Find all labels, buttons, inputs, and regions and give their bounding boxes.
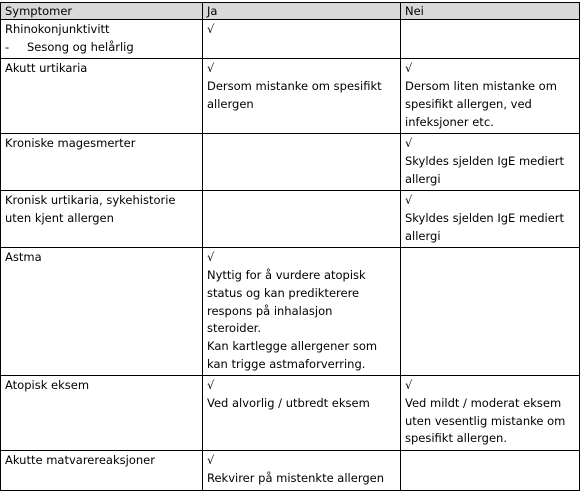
nei-cell: [401, 20, 580, 59]
table-row: [1, 191, 580, 248]
check-mark: √: [207, 61, 215, 76]
ja-cell: [203, 451, 401, 490]
table-row: [1, 376, 580, 451]
nei-cell: [401, 248, 580, 376]
ja-cell: [203, 59, 401, 134]
symptom-text: Rhinokonjunktivitt: [5, 22, 110, 36]
symptom-text: Atopisk eksem: [5, 378, 90, 393]
ja-cell: [203, 134, 401, 191]
nei-text: spesifikt allergen.: [405, 431, 507, 446]
table-header-row: [1, 3, 580, 20]
ja-cell: [203, 376, 401, 451]
symptom-cell: [1, 451, 203, 490]
symptom-subitem-text: Sesong og helårlig: [27, 39, 134, 54]
header-nei: Nei: [401, 3, 580, 20]
table-row: [1, 20, 580, 59]
nei-text: Skyldes sjelden IgE mediert: [405, 211, 565, 226]
ja-text: respons på inhalasjon: [207, 303, 333, 318]
symptom-text: Astma: [5, 250, 42, 265]
symptom-text: Akutte matvarereaksjoner: [5, 453, 155, 468]
symptom-cell: [1, 20, 203, 59]
symptom-cell: [1, 134, 203, 191]
symptom-cell: [1, 248, 203, 376]
symptom-cell: [1, 191, 203, 248]
symptom-cell: [1, 376, 203, 451]
ja-text: kan trigge astmaforverring.: [207, 356, 366, 371]
nei-text: uten vesentlig mistanke om: [405, 413, 566, 428]
symptom-text: Kronisk urtikaria, sykehistorie: [5, 193, 176, 208]
nei-cell: [401, 191, 580, 248]
check-mark: √: [405, 193, 413, 208]
ja-cell: [203, 191, 401, 248]
nei-text: Ved mildt / moderat eksem: [405, 396, 562, 411]
nei-cell: [401, 451, 580, 490]
ja-text: Nyttig for å vurdere atopisk: [207, 268, 366, 283]
header-ja: Ja: [203, 3, 401, 20]
check-mark: √: [207, 22, 215, 36]
symptom-text: Kroniske magesmerter: [5, 136, 136, 151]
table-row: [1, 59, 580, 134]
check-mark: √: [207, 378, 215, 393]
check-mark: √: [405, 61, 413, 76]
symptom-table-container: [0, 2, 580, 491]
symptom-text: Akutt urtikaria: [5, 61, 88, 76]
list-dash: -: [5, 39, 10, 54]
ja-cell: [203, 20, 401, 59]
check-mark: √: [207, 453, 215, 468]
table-row: [1, 134, 580, 191]
nei-text: allergi: [405, 228, 441, 243]
nei-text: allergi: [405, 171, 441, 186]
check-mark: √: [405, 378, 413, 393]
symptom-table: [0, 2, 580, 491]
ja-text: Ved alvorlig / utbredt eksem: [207, 396, 370, 411]
check-mark: √: [405, 136, 413, 151]
table-row: [1, 451, 580, 490]
nei-text: Skyldes sjelden IgE mediert: [405, 153, 565, 168]
table-row: [1, 248, 580, 376]
nei-cell: [401, 59, 580, 134]
ja-text: status og kan predikterere: [207, 285, 360, 300]
ja-text: Dersom mistanke om spesifikt: [207, 79, 382, 94]
check-mark: √: [207, 250, 215, 265]
nei-text: spesifikt allergen, ved: [405, 96, 532, 111]
header-symptomer: Symptomer: [1, 3, 203, 20]
symptom-subitem: [5, 39, 202, 57]
ja-text: allergen: [207, 96, 254, 111]
symptom-text: uten kjent allergen: [5, 211, 114, 226]
ja-text: Rekvirer på mistenkte allergen: [207, 470, 385, 485]
nei-cell: [401, 134, 580, 191]
nei-cell: [401, 376, 580, 451]
ja-cell: [203, 248, 401, 376]
nei-text: infeksjoner etc.: [405, 114, 494, 129]
ja-text: Kan kartlegge allergener som: [207, 338, 378, 353]
symptom-cell: [1, 59, 203, 134]
ja-text: steroider.: [207, 321, 261, 336]
nei-text: Dersom liten mistanke om: [405, 79, 557, 94]
